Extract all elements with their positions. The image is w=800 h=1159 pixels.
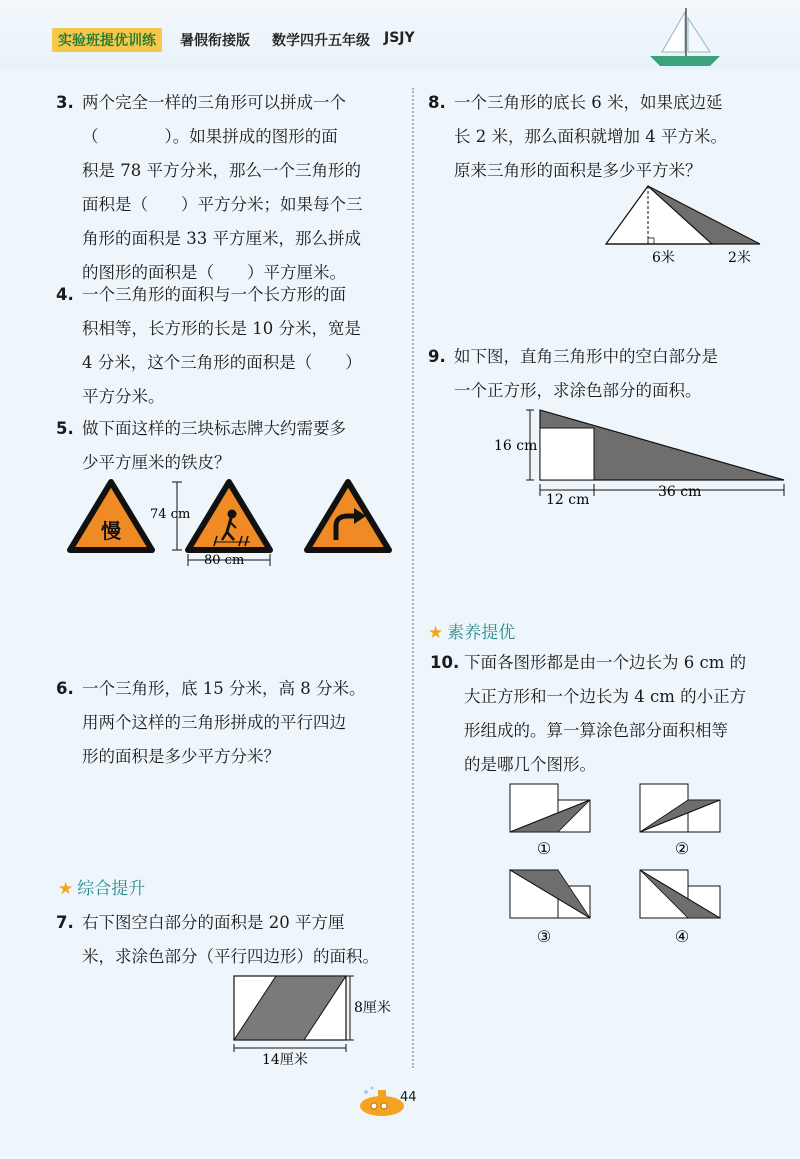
figure-1-label: ① (536, 839, 552, 858)
problem-6: 6. 一个三角形，底 15 分米，高 8 分米。 用两个这样的三角形拼成的平行四边 形的面积是多少平方分米？ (56, 679, 366, 766)
star-icon: ★ (428, 623, 444, 643)
figure-3-label: ③ (536, 927, 552, 946)
rest-width-label: 36 cm (658, 484, 702, 500)
subject-label: 数学四升五年级 (272, 33, 370, 49)
section-zonghe-tisheng: ★ 综合提升 (58, 879, 146, 899)
square-width-label: 12 cm (546, 492, 590, 508)
problem-10: 10. 下面各图形都是由一个边长为 6 cm 的 大正方形和一个边长为 4 cm 的小正方 形组成的。算一算涂色部分面积相等 的是哪几个图形。 (430, 653, 747, 774)
problem-3: 3. 两个完全一样的三角形可以拼成一个 （ ）。如果拼成的图形的面 积是 78 平方分米，那么一个三角形的 面积是（ ）平方分米；如果每个三 角形的面积是 33 平方厘米，那么拼成 的图形的面积是（ ）平方厘米。 (56, 93, 363, 282)
star-icon: ★ (58, 879, 74, 899)
figure-1 (510, 784, 590, 832)
triangle-extension-figure (600, 180, 770, 270)
sign-base-label: 80 cm (204, 553, 245, 568)
figure-2 (640, 784, 720, 832)
sailboat-icon (640, 4, 730, 70)
width-label: 14厘米 (262, 1052, 308, 1068)
base-label: 6米 (652, 250, 675, 266)
section-suyang-tiyou: ★ 素养提优 (428, 623, 516, 643)
problem-9: 9. 如下图，直角三角形中的空白部分是 一个正方形，求涂色部分的面积。 (428, 347, 718, 400)
problem-5: 5. 做下面这样的三块标志牌大约需要多 少平方厘米的铁皮？ (56, 419, 346, 472)
figure-2-label: ② (674, 839, 690, 858)
page-number: 44 (400, 1090, 417, 1105)
extension-label: 2米 (728, 250, 751, 266)
warning-signs-figure (64, 476, 404, 576)
code-label: JSJY (384, 30, 415, 46)
sign-slow-text: 慢 (101, 519, 121, 543)
square-figures-grid (506, 782, 746, 954)
height-label: 8厘米 (354, 1000, 391, 1016)
triangle-height-label: 16 cm (494, 438, 538, 454)
problem-8: 8. 一个三角形的底长 6 米，如果底边延 长 2 米，那么面积就增加 4 平方米。 原来三角形的面积是多少平方米？ (428, 93, 727, 180)
column-divider (412, 88, 414, 1068)
page-header (0, 0, 800, 70)
figure-4-label: ④ (674, 927, 690, 946)
figure-4 (640, 870, 720, 918)
series-tag: 实验班提优训练 (52, 28, 162, 52)
parallelogram-figure (226, 972, 406, 1072)
sign-height-label: 74 cm (150, 507, 191, 522)
right-triangle-square-figure (490, 404, 790, 508)
problem-4: 4. 一个三角形的面积与一个长方形的面 积相等，长方形的长是 10 分米，宽是 4 分米，这个三角形的面积是（ ） 平方分米。 (56, 285, 362, 406)
figure-3 (510, 870, 590, 918)
edition-label: 暑假衔接版 (180, 33, 250, 49)
problem-7: 7. 右下图空白部分的面积是 20 平方厘 米，求涂色部分（平行四边形）的面积。 (56, 913, 379, 966)
